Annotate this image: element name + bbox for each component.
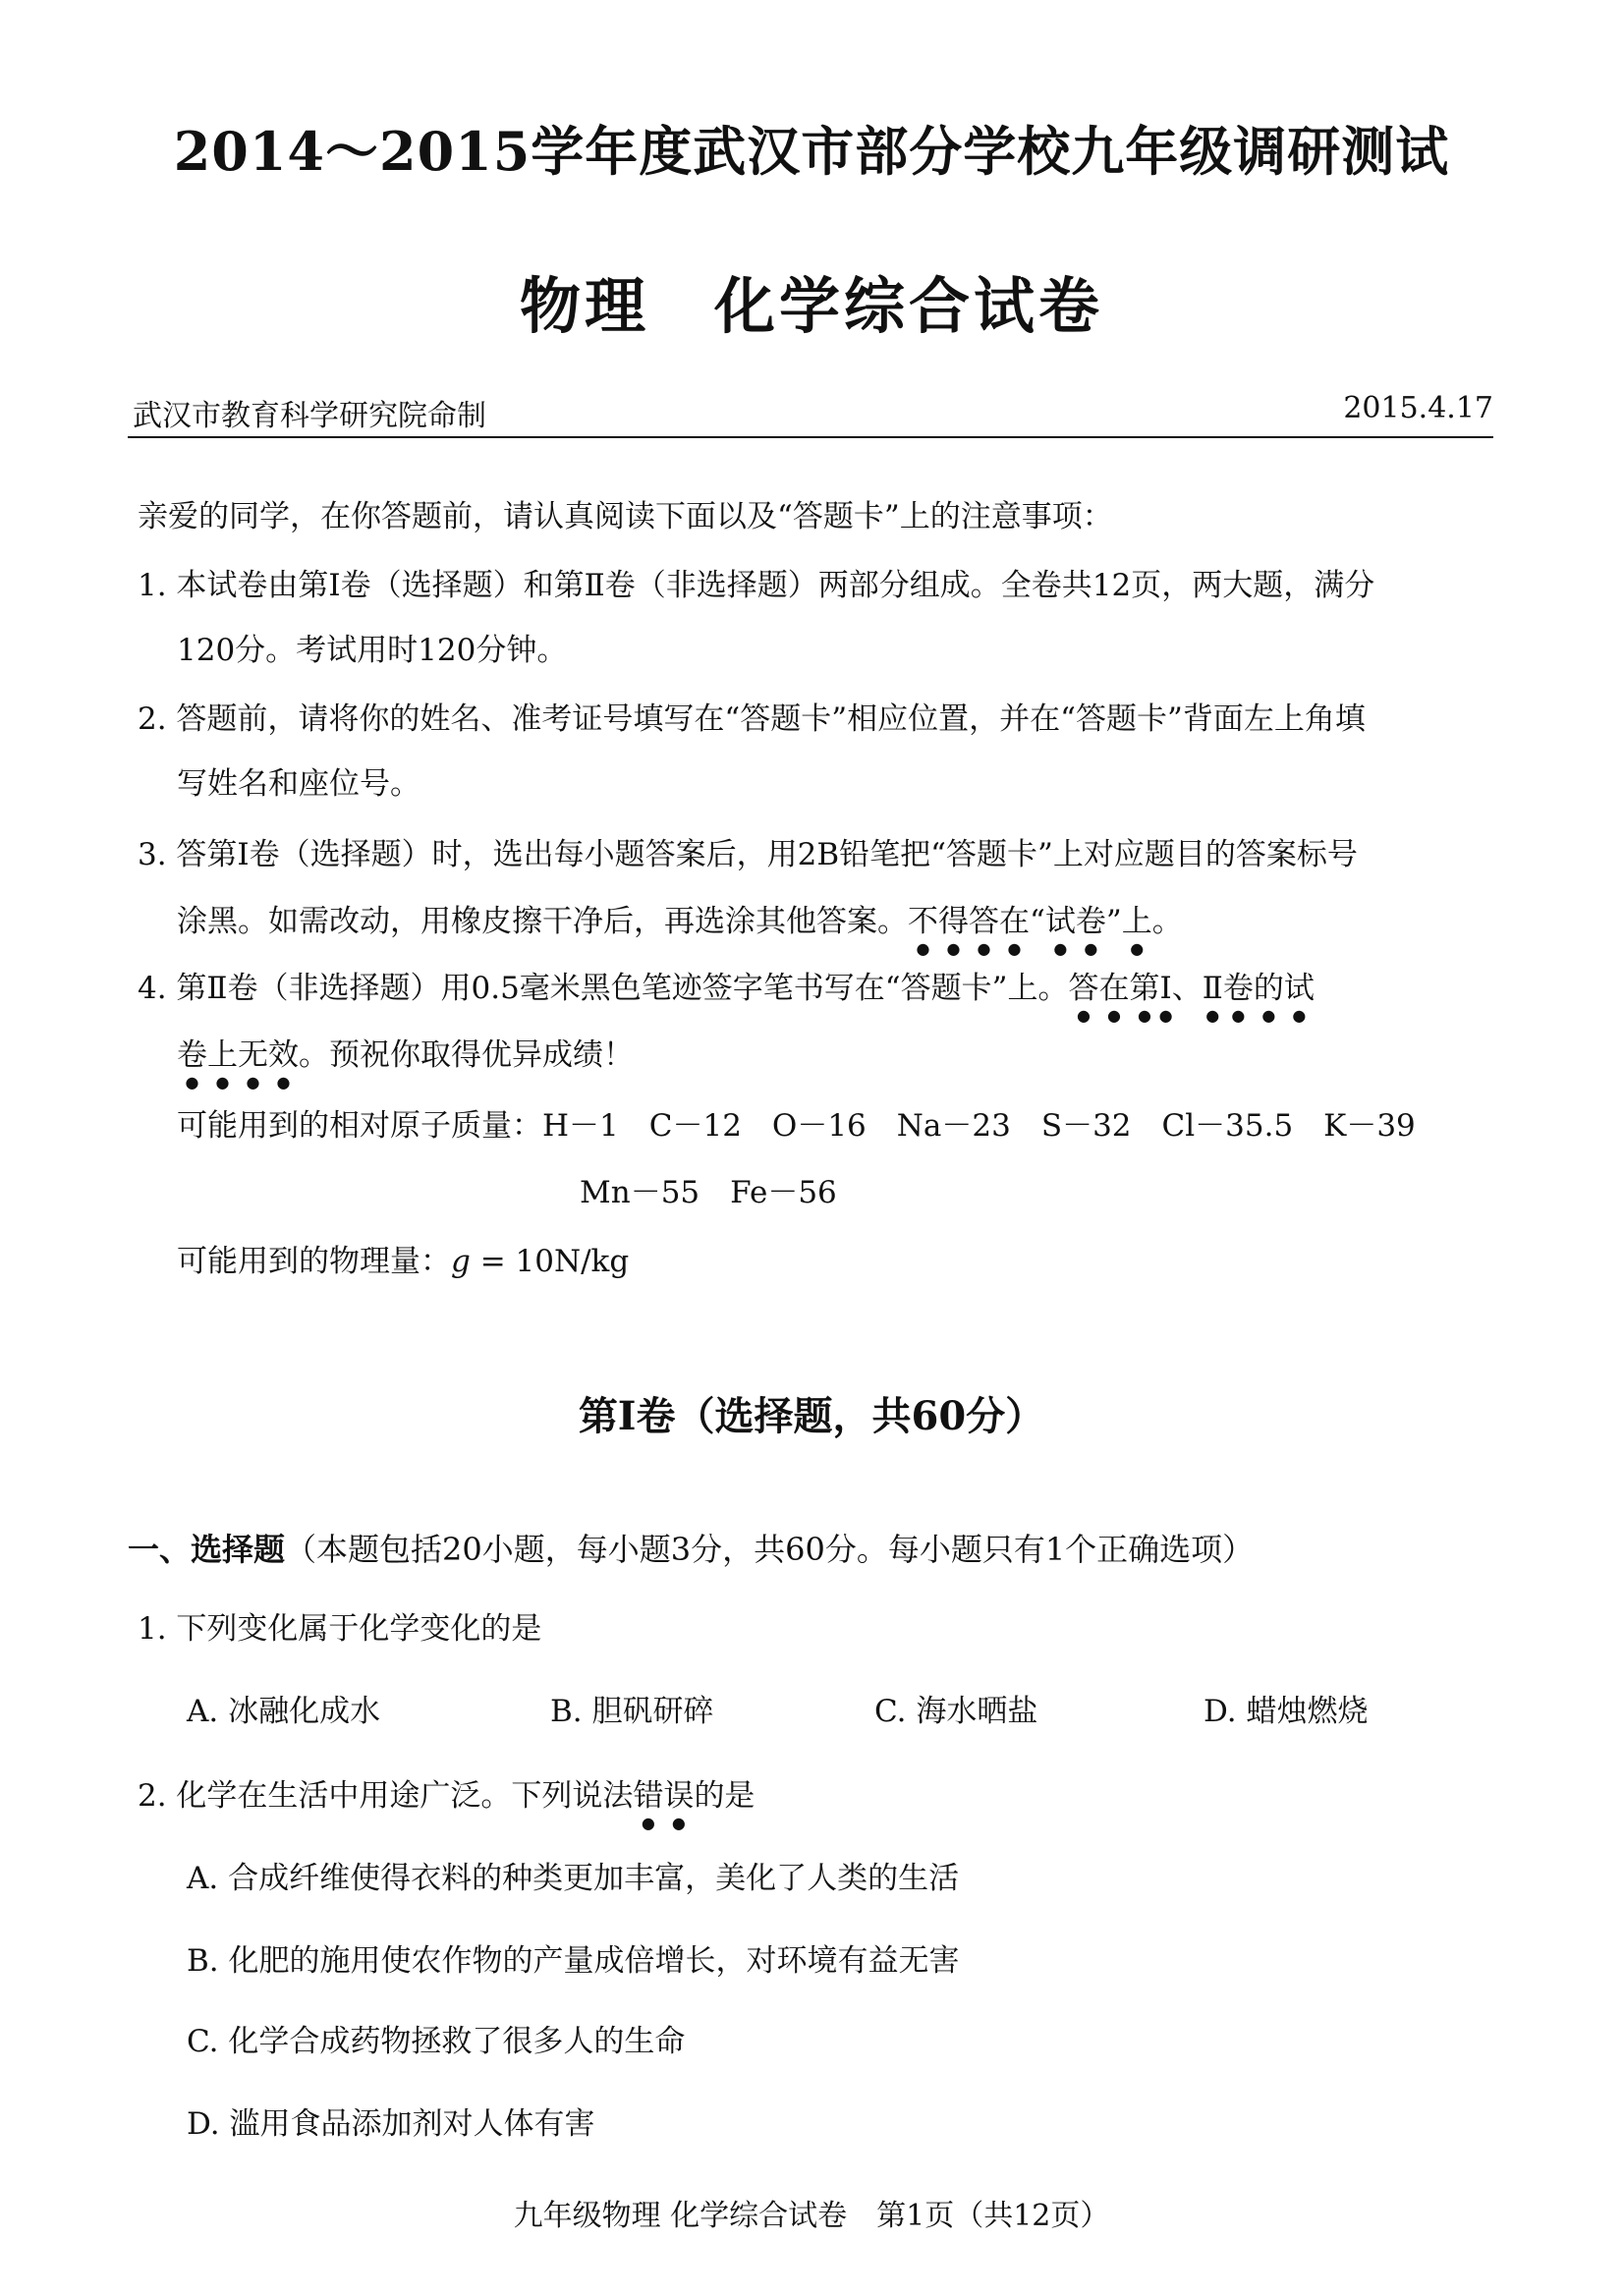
page-footer: 九年级物理 化学综合试卷 第1页（共12页） [513, 2199, 1110, 2233]
physics-constant-label: 可能用到的物理量： [177, 1244, 451, 1279]
question-2-option-c: C. 化学合成药物拯救了很多人的生命 [187, 2024, 686, 2059]
instruction-2-cont: 写姓名和座位号。 [177, 766, 420, 802]
question-1-stem: 1. 下列变化属于化学变化的是 [138, 1611, 542, 1647]
instruction-4 [138, 971, 1315, 1025]
instruction-2: 2. 答题前，请将你的姓名、准考证号填写在“答题卡”相应位置，并在“答题卡”背面左上角填 [138, 701, 1366, 737]
instruction-4-wish: 预祝你取得优异成绩！ [329, 1037, 634, 1073]
instruction-4-text: 4. 第Ⅱ卷（非选择题）用0.5毫米黑色笔迹签字笔书写在“答题卡”上。 [138, 971, 1069, 1006]
part-heading [128, 1531, 1254, 1568]
section-title: 第Ⅰ卷（选择题，共60分） [578, 1393, 1045, 1439]
physics-constant-value: = 10N/kg [470, 1244, 630, 1279]
physics-constant [177, 1244, 629, 1280]
part-description: （本题包括20小题，每小题3分，共60分。每小题只有1个正确选项） [285, 1531, 1255, 1568]
exam-date: 2015.4.17 [1343, 391, 1493, 425]
question-1-option-b: B. 胆矾研碎 [550, 1694, 714, 1729]
instruction-3-emphasis: 不得答在“试卷”上。 [908, 904, 1183, 939]
question-2-stem-end: 的是 [694, 1778, 756, 1814]
question-2-emphasis: 错误 [633, 1778, 695, 1814]
atomic-mass-line-1: 可能用到的相对原子质量：H－1 C－12 O－16 Na－23 S－32 Cl－35.5 K－39 [177, 1108, 1416, 1144]
part-label: 一、选择题 [128, 1531, 286, 1568]
question-2-option-b: B. 化肥的施用使农作物的产量成倍增长，对环境有益无害 [187, 1943, 960, 1979]
instruction-1-cont: 120分。考试用时120分钟。 [177, 633, 568, 668]
instruction-1: 1. 本试卷由第Ⅰ卷（选择题）和第Ⅱ卷（非选择题）两部分组成。全卷共12页，两大题，满分 [138, 568, 1375, 603]
instruction-4-cont [177, 1037, 634, 1092]
issuer: 武汉市教育科学研究院命制 [133, 399, 486, 433]
instruction-3-text: 涂黑。如需改动，用橡皮擦干净后，再选涂其他答案。 [177, 904, 908, 939]
question-1-option-a: A. 冰融化成水 [187, 1694, 381, 1729]
exam-subtitle: 物理 化学综合试卷 [519, 270, 1103, 342]
instruction-4-emphasis: 答在第Ⅰ、Ⅱ卷的试 [1068, 971, 1315, 1006]
question-2-stem-text: 2. 化学在生活中用途广泛。下列说法 [138, 1778, 634, 1814]
question-2-stem [138, 1778, 755, 1832]
atomic-mass-line-2: Mn－55 Fe－56 [580, 1175, 837, 1210]
instructions-intro: 亲爱的同学，在你答题前，请认真阅读下面以及“答题卡”上的注意事项： [138, 499, 1113, 534]
physics-constant-symbol: g [451, 1244, 471, 1279]
instruction-4-emphasis-cont: 卷上无效。 [177, 1037, 329, 1073]
header-divider [128, 436, 1493, 438]
exam-title: 2014～2015学年度武汉市部分学校九年级调研测试 [173, 120, 1450, 183]
question-2-option-d: D. 滥用食品添加剂对人体有害 [187, 2106, 595, 2142]
question-1-option-c: C. 海水晒盐 [874, 1694, 1038, 1729]
instruction-3: 3. 答第Ⅰ卷（选择题）时，选出每小题答案后，用2B铅笔把“答题卡”上对应题目的答案标号 [138, 837, 1358, 872]
instruction-3-cont [177, 904, 1183, 958]
question-2-option-a: A. 合成纤维使得衣料的种类更加丰富，美化了人类的生活 [187, 1861, 960, 1896]
question-1-option-d: D. 蜡烛燃烧 [1203, 1694, 1369, 1729]
